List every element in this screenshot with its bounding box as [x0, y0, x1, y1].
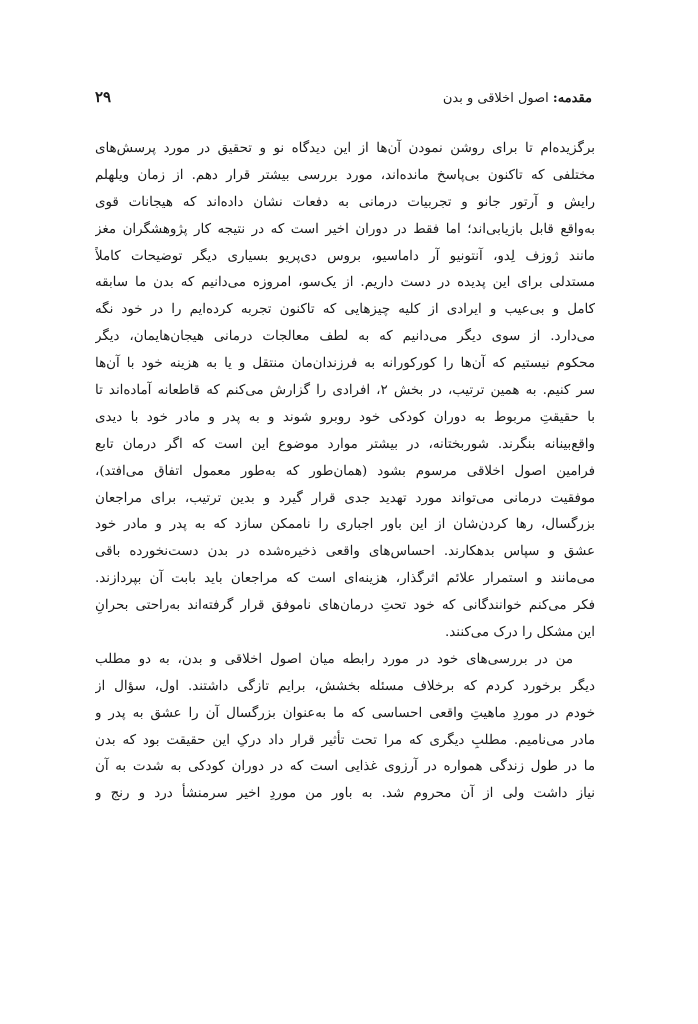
paragraph-1 [95, 136, 595, 647]
text-line: رایش و آرتور جانو و تجربیات درمانی به دفعات نشان داده‌اند که هیجانات قوی [95, 194, 595, 210]
body-text [95, 136, 595, 808]
chapter-title-label: مقدمه: [552, 91, 592, 106]
text-line: محکوم نیستیم که آن‌ها را کورکورانه به فرزندان‌مان منتقل و یا به هزینه خود با آن‌ها [95, 356, 595, 372]
text-line: مانند ژوزف لِدو، آنتونیو آر داماسیو، بروس دی‌پریو بسیاری دیگر توضیحات کاملاً [95, 248, 595, 264]
text-line: سر کنیم. به همین ترتیب، در بخش ۲، افرادی را گزارش می‌کنم که قاطعانه آماده‌اند تا [95, 383, 595, 399]
text-line: نیاز داشت ولی از آن محروم شد. به باور من موردِ اخیر سرمنشأ درد و رنج و [95, 786, 595, 802]
text-line: می‌مانند و استمرار علائم اثرگذار، هزینه‌ای است که مراجعان باید بابت آن بپردازند. [95, 571, 595, 587]
text-line: دیگر برخورد کردم که برخلاف مسئله بخشش، برایم تازگی داشتند. اول، سؤال از [95, 678, 595, 694]
text-line: فرامین اصول اخلاقی مرسوم بشود (همان‌طور که به‌طور معمول اتفاق می‌افتد)، [95, 463, 595, 479]
text-line: خودم در موردِ ماهیتِ واقعی احساسی که ما به‌عنوان بزرگسال آن را عشق به پدر و [95, 705, 595, 721]
text-line: عشق و سپاس بدهکارند. احساس‌های واقعی ذخیره‌شده در بدن دست‌نخورده باقی [95, 544, 595, 560]
text-line: کامل و بی‌عیب و ایرادی از کلیه چیزهایی که تاکنون تجربه کرده‌ایم را در خود نگه [95, 302, 595, 318]
chapter-title-text: اصول اخلاقی و بدن [442, 91, 553, 106]
paragraph-2 [95, 647, 595, 808]
text-line: مادر می‌نامیم. مطلبِ دیگری که مرا تحت تأثیر قرار داد درکِ این حقیقت بود که بدن [95, 732, 595, 748]
text-line: این مشکل را درک می‌کنند. [445, 625, 595, 641]
text-line: مستدلی برای این پدیده در دست داریم. از یک‌سو، امروزه می‌دانیم که بدن ما سابقه [95, 275, 595, 291]
text-line: من در بررسی‌های خود در مورد رابطه میان اصول اخلاقی و بدن، به دو مطلب [95, 651, 573, 667]
text-line: فکر می‌کنم خوانندگانی که خود تحتِ درمان‌های ناموفق قرار گرفته‌اند به‌راحتی بحرانِ [95, 598, 595, 614]
text-line: با حقیقتِ مربوط به دوران کودکی خود روبرو شوند و به پدر و مادر خود با دیدی [95, 409, 595, 425]
text-line: واقع‌بینانه بنگرند. شوربختانه، در بیشتر موارد موضوع این است که اگر درمان تابع [95, 436, 595, 452]
text-line: برگزیده‌ام تا برای روشن نمودن آن‌ها از این دیدگاه نو و تحقیق در مورد پرسش‌های [95, 141, 595, 156]
running-header [95, 88, 592, 110]
text-line: ما در طول زندگی همواره در آرزوی غذایی است که در دوران کودکی به شدت به آن [95, 759, 595, 775]
page-number: ۲۹ [95, 88, 112, 106]
text-line: می‌دارد. از سوی دیگر می‌دانیم که به لطف معالجات درمانی هیجان‌هایمان، دیگر [95, 329, 595, 345]
text-line: بزرگسال، رها کردن‌شان از این باور اجباری را ناممکن سازد که به پدر و مادر خود [95, 517, 595, 533]
text-line: موفقیت درمانی می‌تواند مورد تهدید جدی قرار گیرد و بدین ترتیب، برای مراجعان [95, 490, 595, 506]
text-line: به‌واقع قابل بازیابی‌اند؛ اما فقط در دوران اخیر است که در نتیجه کار پژوهشگران مغز [95, 221, 595, 237]
chapter-title [443, 91, 592, 106]
text-line: مختلفی که تاکنون بی‌پاسخ مانده‌اند، مورد بررسی بیشتر قرار دهم. از زمان ویلهلم [95, 167, 595, 183]
